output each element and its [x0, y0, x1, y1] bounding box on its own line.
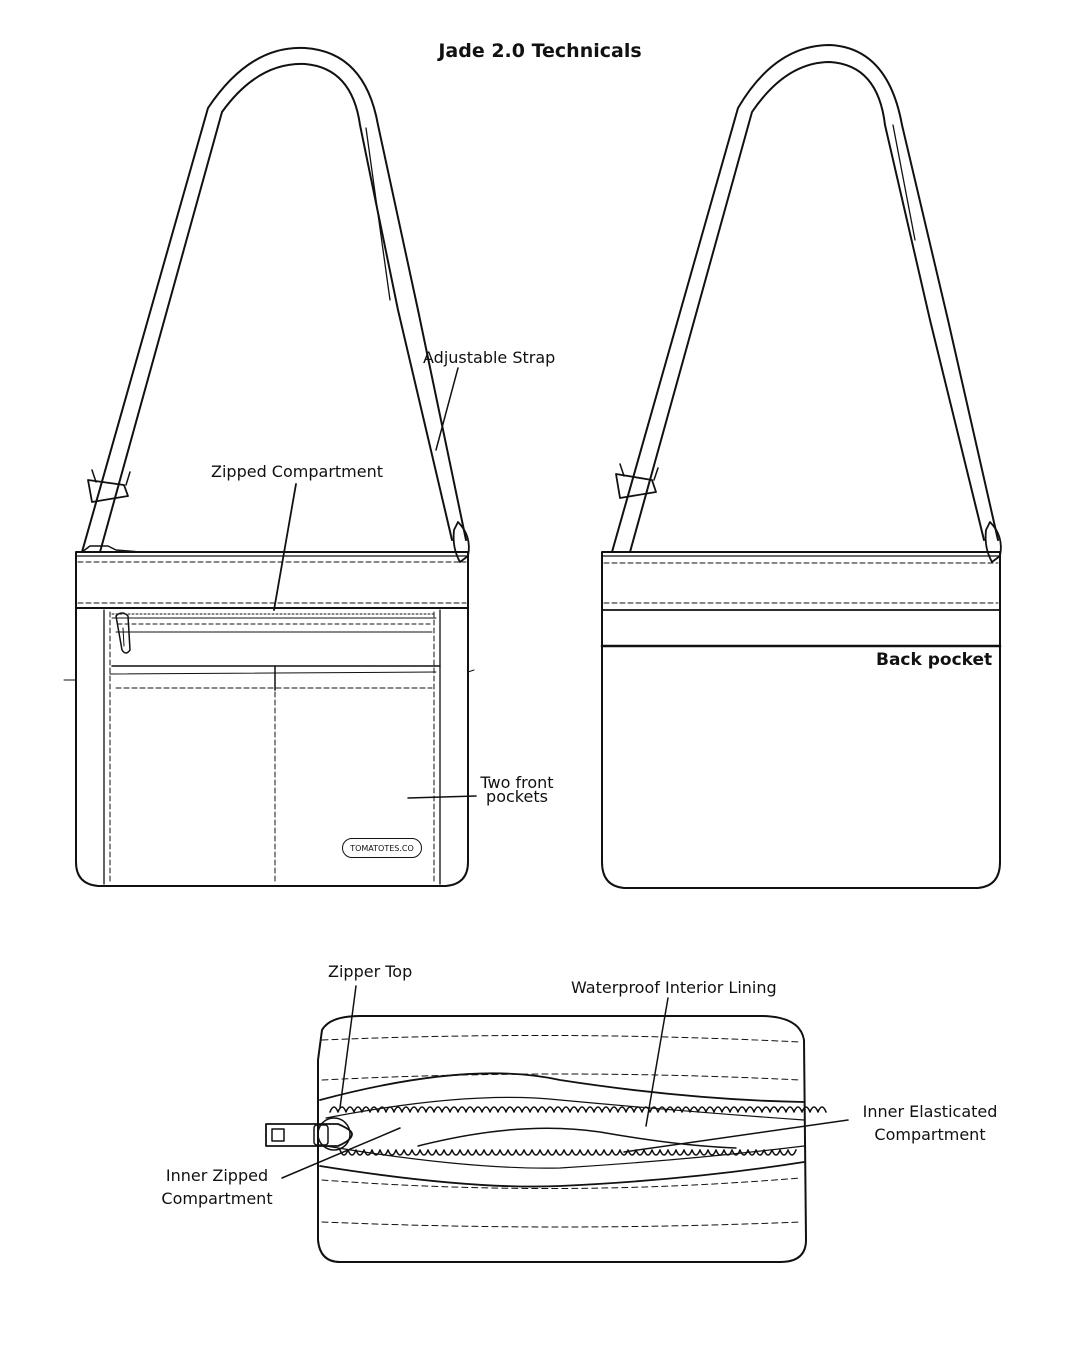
label-inner-elasticated-line1: Inner Elasticated: [862, 1102, 998, 1121]
label-inner-zipped-compartment: [148, 1164, 286, 1210]
top-zip-pull: [266, 1124, 352, 1146]
leader-inner-elasticated: [624, 1120, 848, 1152]
label-back-pocket: Back pocket: [876, 650, 993, 670]
leader-two-front-pockets: [408, 796, 476, 798]
back-bag: [602, 45, 1001, 888]
label-inner-elasticated-line2: Compartment: [874, 1125, 986, 1144]
leader-zipped-compartment: [274, 484, 296, 610]
diagram-title: Jade 2.0 Technicals: [438, 40, 642, 62]
label-adjustable-strap: Adjustable Strap: [423, 348, 556, 367]
back-strap: [612, 45, 1001, 562]
zipper-teeth-upper: [330, 1107, 826, 1112]
top-bag-outline: [318, 1016, 806, 1262]
brand-logo-badge: TOMATOTES.CO: [342, 838, 422, 858]
front-strap: [82, 48, 469, 562]
leader-waterproof-lining: [646, 998, 668, 1126]
label-zipped-compartment: Zipped Compartment: [211, 462, 384, 481]
top-bag: [266, 986, 848, 1262]
label-waterproof-interior-lining: Waterproof Interior Lining: [571, 978, 777, 997]
leader-zipper-top: [340, 986, 356, 1108]
label-inner-elasticated-compartment: [850, 1100, 1010, 1146]
label-zipper-top: Zipper Top: [328, 962, 413, 981]
back-bag-body: [602, 552, 1000, 888]
label-two-front-pockets-line2: pockets: [486, 787, 548, 806]
label-two-front-pockets-line1: Two front: [480, 773, 554, 792]
label-two-front-pockets: [472, 773, 562, 806]
front-bag-body: [76, 552, 468, 886]
front-strap-buckle: [88, 480, 128, 502]
label-inner-zipped-line1: Inner Zipped: [165, 1166, 269, 1185]
label-inner-zipped-line2: Compartment: [161, 1189, 273, 1208]
